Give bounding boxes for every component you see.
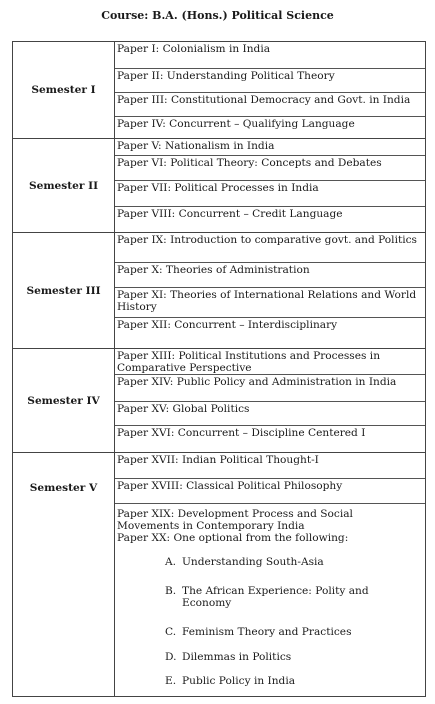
paper-cell — [115, 508, 425, 696]
course-table — [12, 41, 426, 697]
paper-cell: Paper VI: Political Theory: Concepts and Debates — [115, 156, 425, 181]
option-item: A. Understanding South-Asia — [165, 556, 324, 568]
paper-list — [115, 453, 425, 696]
paper-cell: Paper II: Understanding Political Theory — [115, 69, 425, 93]
paper-cell: Paper XVII: Indian Political Thought-I — [115, 453, 425, 479]
paper-cell: Paper I: Colonialism in India — [115, 42, 425, 69]
option-item: C. Feminism Theory and Practices — [165, 626, 352, 638]
paper-cell: Paper IV: Concurrent – Qualifying Language — [117, 118, 355, 130]
paper-cell: Paper VIII: Concurrent – Credit Language — [117, 208, 343, 220]
paper-cell: Paper III: Constitutional Democracy and Govt. in India — [115, 93, 425, 117]
paper-cell: Paper VII: Political Processes in India — [115, 181, 425, 207]
option-item: D. Dilemmas in Politics — [165, 651, 292, 663]
paper-list — [115, 42, 425, 138]
paper-cell: Paper XI: Theories of International Relations and World History — [115, 288, 425, 318]
semester-label: Semester II — [13, 139, 115, 232]
paper-cell: Paper IX: Introduction to comparative govt. and Politics — [115, 233, 425, 263]
paper-list — [115, 139, 425, 232]
paper-list — [115, 349, 425, 452]
paper-cell: Paper XIV: Public Policy and Administration in India — [115, 375, 425, 402]
paper-cell: Paper V: Nationalism in India — [115, 139, 425, 156]
paper-cell: Paper XII: Concurrent – Interdisciplinary — [117, 319, 338, 331]
semester-row — [13, 42, 425, 139]
paper-cell: Paper XIII: Political Institutions and Processes in Comparative Perspective — [115, 349, 425, 375]
paper-xix: Paper XIX: Development Process and Social Movements in Contemporary India — [117, 508, 353, 532]
option-item: E. Public Policy in India — [165, 675, 296, 687]
paper-cell: Paper X: Theories of Administration — [115, 263, 425, 288]
semester-label: Semester I — [13, 42, 115, 138]
semester-label: Semester III — [13, 233, 115, 348]
paper-xx: Paper XX: One optional from the following: — [117, 532, 349, 544]
semester-label: Semester IV — [13, 349, 115, 452]
semester-row — [13, 349, 425, 453]
paper-cell: Paper XVIII: Classical Political Philosophy — [115, 479, 425, 504]
paper-cell: Paper XVI: Concurrent – Discipline Centered I — [117, 427, 366, 439]
semester-label: Semester V — [13, 453, 115, 696]
paper-cell: Paper XV: Global Politics — [115, 402, 425, 426]
paper-list — [115, 233, 425, 348]
semester-row — [13, 233, 425, 349]
course-title: Course: B.A. (Hons.) Political Science — [101, 9, 334, 22]
semester-row — [13, 139, 425, 233]
option-item: B. The African Experience: Polity and Economy — [165, 585, 369, 609]
semester-row — [13, 453, 425, 696]
